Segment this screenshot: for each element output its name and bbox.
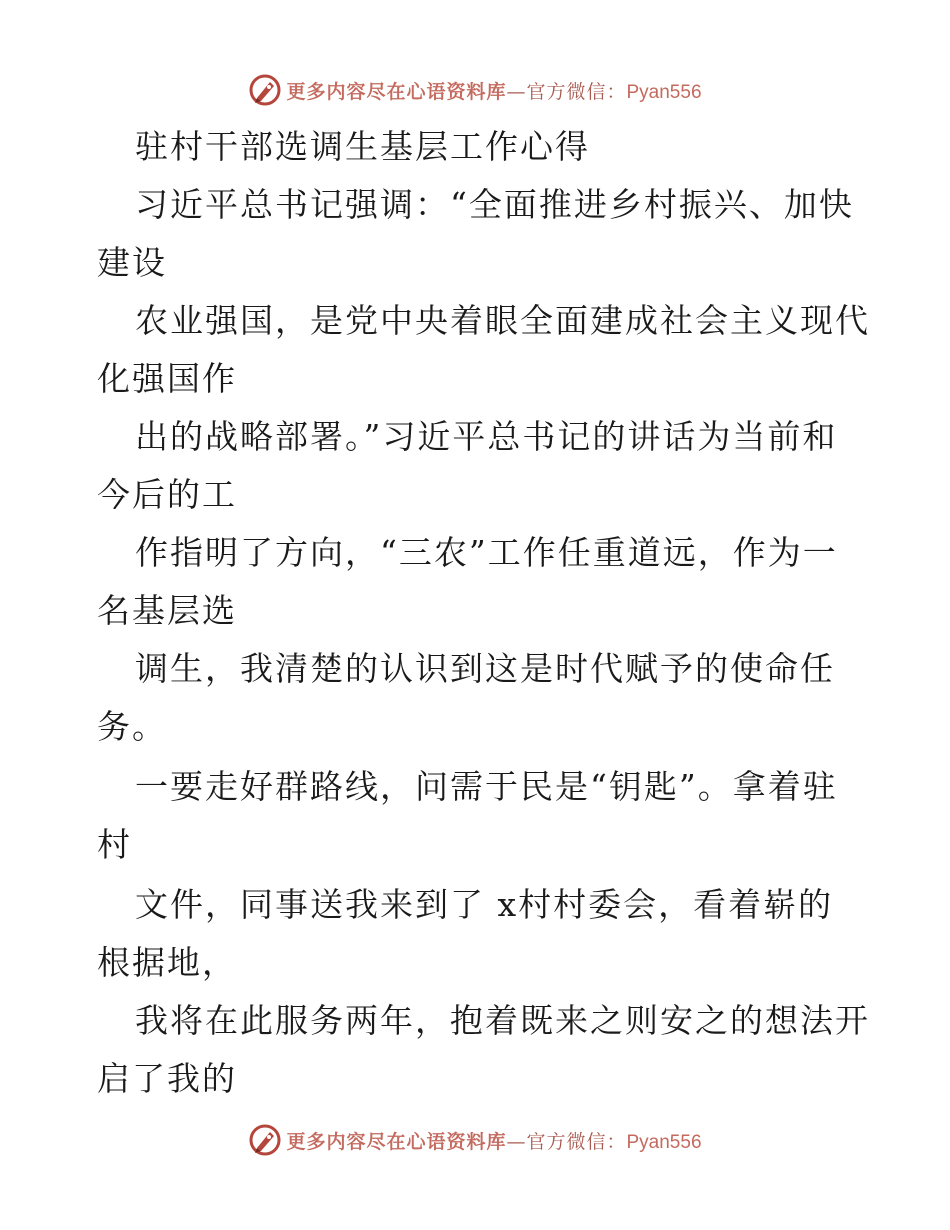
watermark-dash: —	[506, 80, 527, 103]
pen-logo-icon	[248, 73, 282, 107]
text-line: 村	[97, 825, 132, 864]
watermark-wechat-id: Pyan556	[626, 1131, 702, 1153]
text-line: 一要走好群路线，问需于民是“钥匙”。拿着驻	[135, 767, 838, 806]
text-line: 今后的工	[97, 475, 237, 514]
text-line: 出的战略部署。”习近平总书记的讲话为当前和	[135, 417, 838, 456]
text-line: 启了我的	[97, 1059, 237, 1098]
header-watermark	[0, 70, 950, 110]
watermark-sub-text: 官方微信：	[526, 80, 627, 103]
watermark-main-text: 更多内容尽在心语资料库	[286, 80, 507, 103]
watermark-main-text: 更多内容尽在心语资料库	[286, 1130, 507, 1153]
text-line: 农业强国，是党中央着眼全面建成社会主义现代	[135, 301, 870, 340]
text-line: 习近平总书记强调：“全面推进乡村振兴、加快	[135, 185, 854, 224]
watermark-sub-text: 官方微信：	[526, 1130, 627, 1153]
pen-logo-icon	[248, 1123, 282, 1157]
footer-watermark	[0, 1120, 950, 1160]
text-line: 我将在此服务两年，抱着既来之则安之的想法开	[135, 1001, 870, 1040]
text-line: 调生，我清楚的认识到这是时代赋予的使命任	[135, 649, 835, 688]
text-line: 名基层选	[97, 591, 237, 630]
text-line: 文件，同事送我来到了 x村村委会，看着崭的	[135, 885, 834, 924]
text-line: 化强国作	[97, 359, 237, 398]
text-line: 根据地，	[97, 943, 237, 982]
watermark-wechat-id: Pyan556	[626, 81, 702, 103]
text-line: 建设	[97, 243, 167, 282]
document-title: 驻村干部选调生基层工作心得	[135, 127, 590, 166]
watermark-dash: —	[506, 1130, 527, 1153]
text-line: 务。	[97, 707, 167, 746]
text-line: 作指明了方向，“三农”工作任重道远，作为一	[135, 533, 838, 572]
